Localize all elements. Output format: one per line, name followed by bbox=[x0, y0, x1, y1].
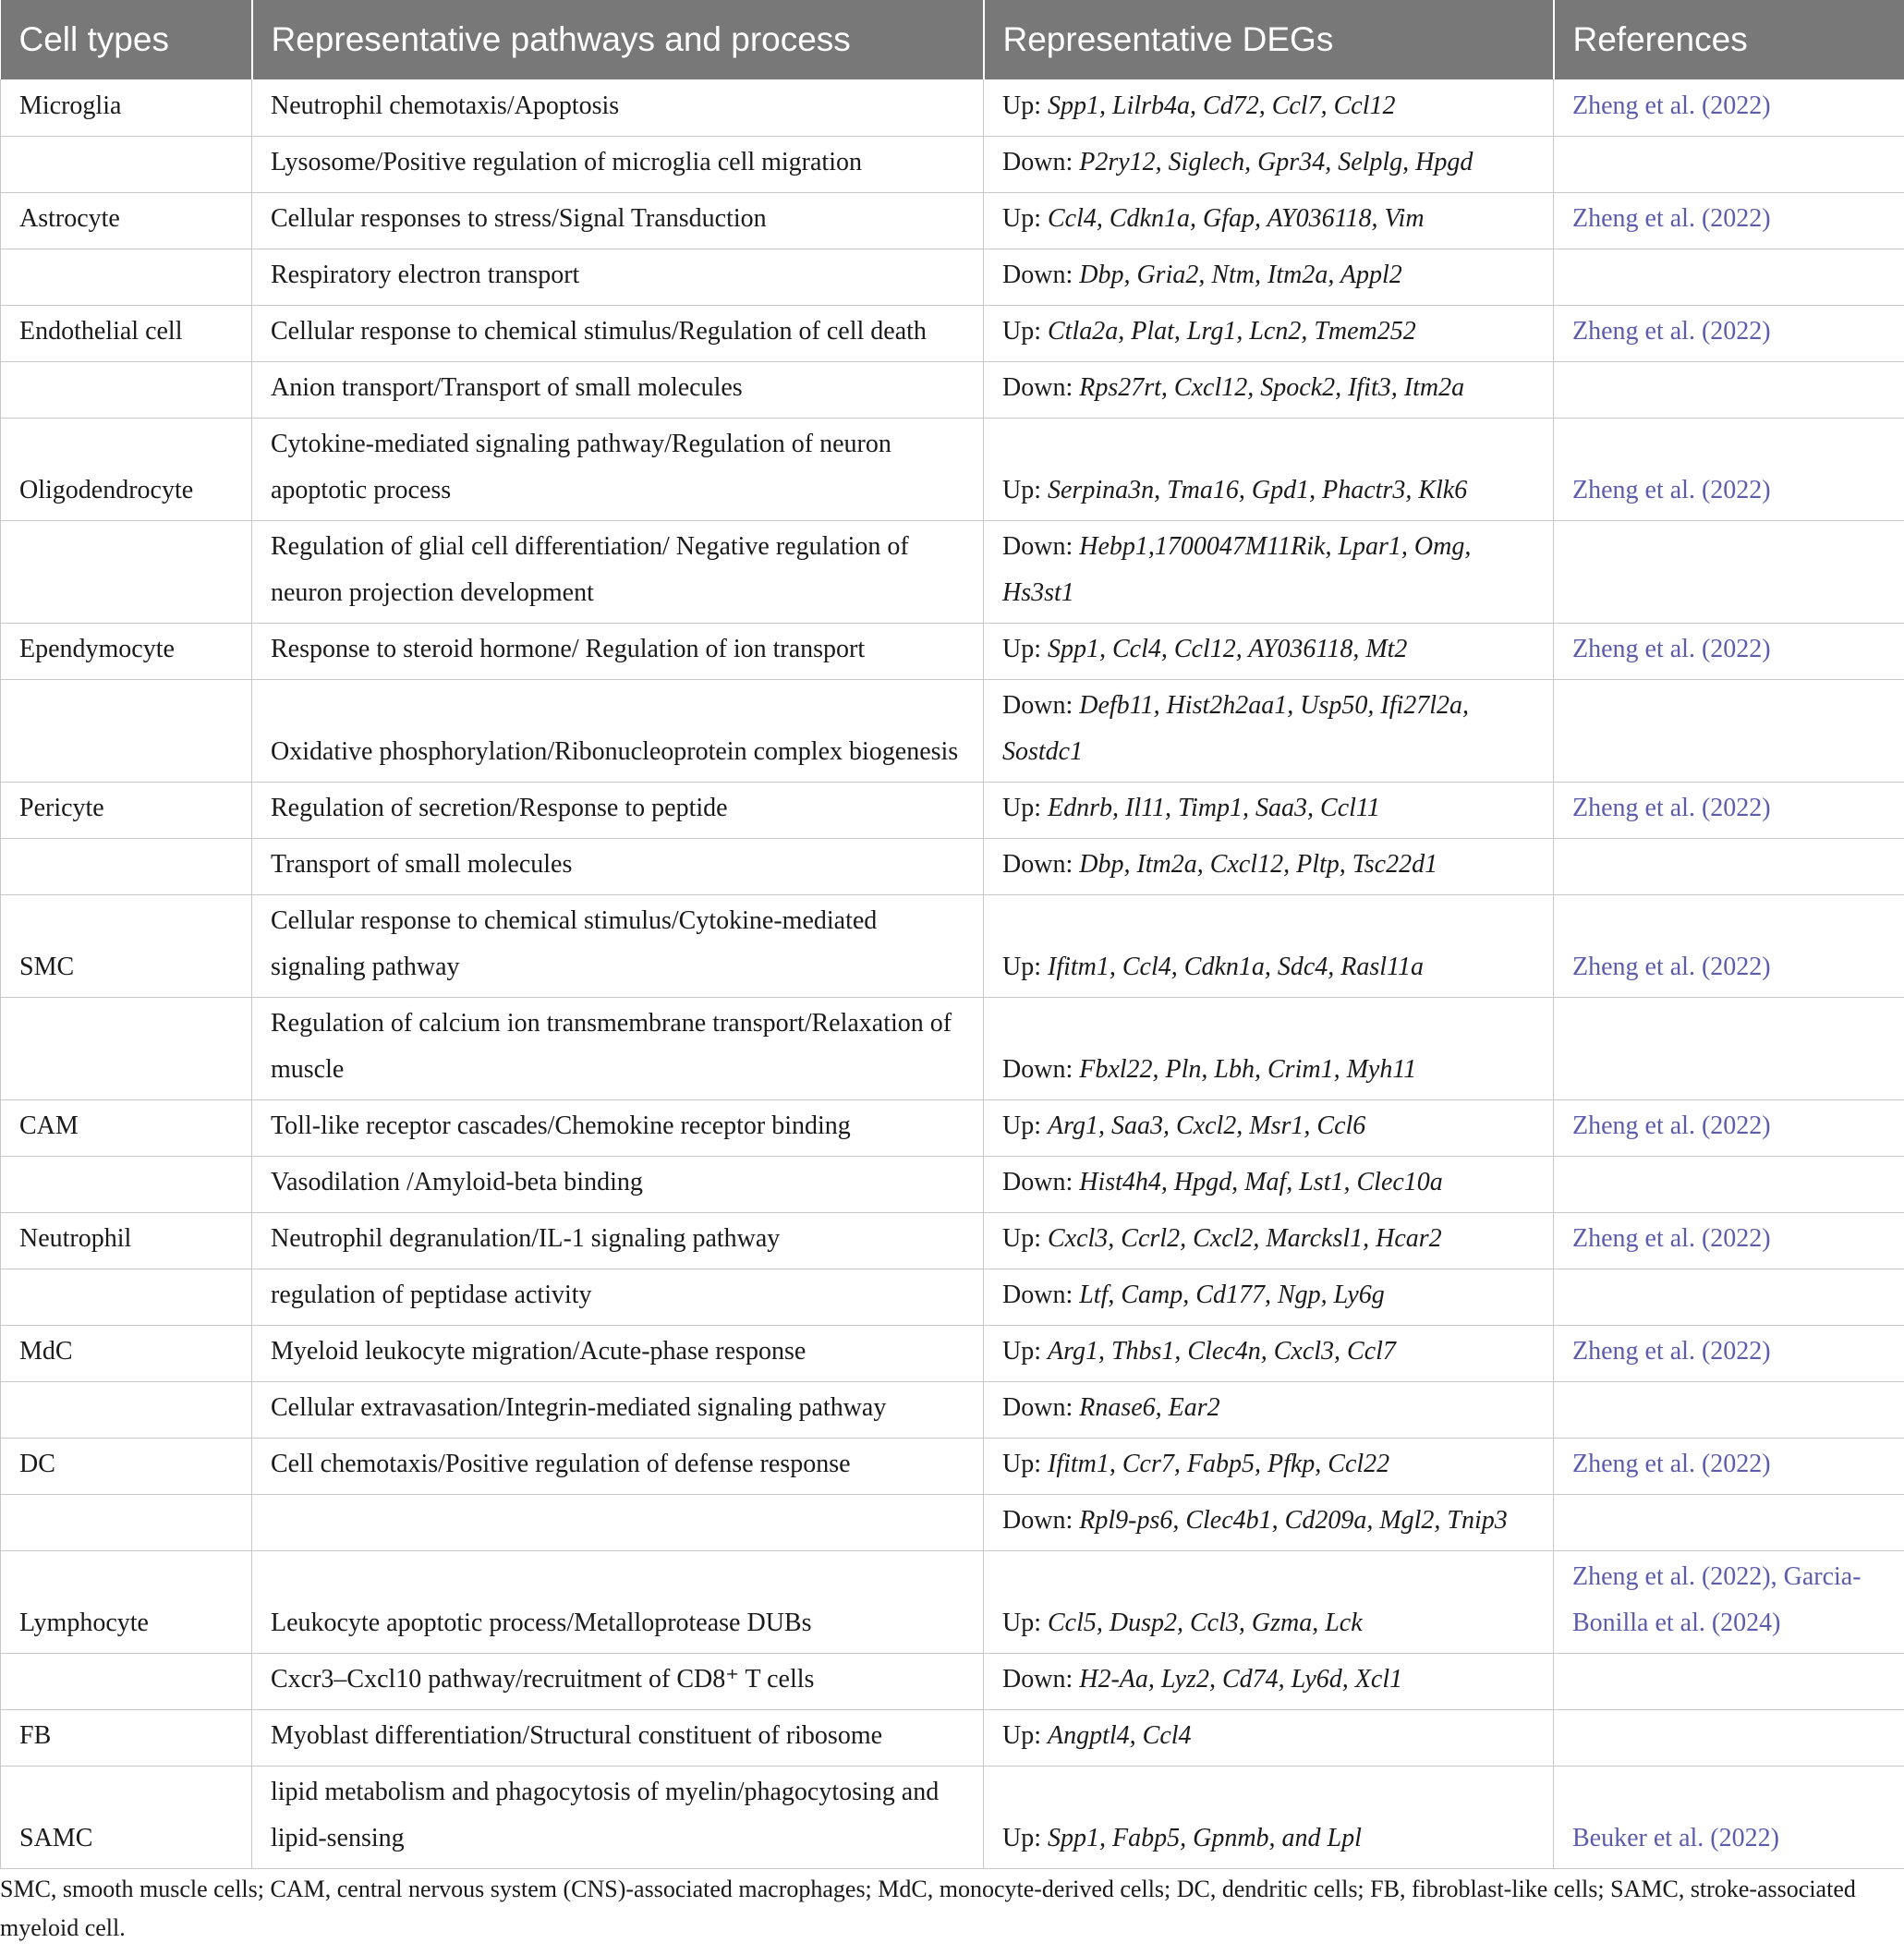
degs bbox=[984, 1099, 1554, 1156]
cell-type: Ependymocyte bbox=[1, 623, 252, 679]
deg-direction: Up: bbox=[1002, 1823, 1048, 1852]
cell-type: FB bbox=[1, 1709, 252, 1766]
table-row bbox=[1, 249, 1904, 305]
reference-link bbox=[1554, 1156, 1904, 1212]
cell-type bbox=[1, 1381, 252, 1438]
deg-genes: Arg1, Thbs1, Clec4n, Cxcl3, Ccl7 bbox=[1048, 1336, 1396, 1366]
degs bbox=[984, 1550, 1554, 1653]
table-row bbox=[1, 418, 1904, 520]
deg-genes: Rpl9-ps6, Clec4b1, Cd209a, Mgl2, Tnip3 bbox=[1079, 1505, 1508, 1535]
deg-direction: Up: bbox=[1002, 1111, 1048, 1140]
table-row bbox=[1, 361, 1904, 418]
degs bbox=[984, 782, 1554, 838]
pathway: Cxcr3–Cxcl10 pathway/recruitment of CD8⁺ T cells bbox=[252, 1653, 984, 1709]
table-row bbox=[1, 679, 1904, 782]
table-row bbox=[1, 1709, 1904, 1766]
pathway: Cellular response to chemical stimulus/Regulation of cell death bbox=[252, 305, 984, 361]
reference-link bbox=[1554, 361, 1904, 418]
deg-genes: Hist4h4, Hpgd, Maf, Lst1, Clec10a bbox=[1079, 1167, 1443, 1196]
pathway: Cellular response to chemical stimulus/Cytokine-mediated signaling pathway bbox=[252, 894, 984, 997]
deg-direction: Up: bbox=[1002, 1449, 1048, 1478]
deg-genes: Defb11, Hist2h2aa1, Usp50, Ifi27l2a, Sostdc1 bbox=[1002, 690, 1470, 766]
reference-link[interactable]: Zheng et al. (2022) bbox=[1554, 623, 1904, 679]
cell-type: SAMC bbox=[1, 1766, 252, 1868]
pathway: Leukocyte apoptotic process/Metalloprotease DUBs bbox=[252, 1550, 984, 1653]
reference-link bbox=[1554, 249, 1904, 305]
cell-type bbox=[1, 361, 252, 418]
deg-genes: Spp1, Fabp5, Gpnmb, and Lpl bbox=[1048, 1823, 1362, 1852]
table-row bbox=[1, 1269, 1904, 1325]
degs bbox=[984, 305, 1554, 361]
degs bbox=[984, 136, 1554, 192]
deg-genes: Spp1, Ccl4, Ccl12, AY036118, Mt2 bbox=[1048, 634, 1408, 663]
degs bbox=[984, 192, 1554, 249]
reference-link[interactable]: Zheng et al. (2022) bbox=[1554, 1438, 1904, 1494]
pathway: regulation of peptidase activity bbox=[252, 1269, 984, 1325]
deg-direction: Up: bbox=[1002, 1336, 1048, 1366]
pathway: Regulation of calcium ion transmembrane transport/Relaxation of muscle bbox=[252, 997, 984, 1099]
pathway: Regulation of glial cell differentiation/ Negative regulation of neuron projection development bbox=[252, 520, 984, 623]
deg-genes: H2-Aa, Lyz2, Cd74, Ly6d, Xcl1 bbox=[1079, 1664, 1403, 1694]
cell-type: Neutrophil bbox=[1, 1212, 252, 1269]
reference-link bbox=[1554, 997, 1904, 1099]
cell-type bbox=[1, 136, 252, 192]
degs bbox=[984, 1494, 1554, 1550]
table-body bbox=[1, 79, 1904, 1868]
reference-link bbox=[1554, 838, 1904, 894]
deg-genes: Dbp, Itm2a, Cxcl12, Pltp, Tsc22d1 bbox=[1079, 849, 1438, 879]
cell-type: MdC bbox=[1, 1325, 252, 1381]
table-row bbox=[1, 782, 1904, 838]
deg-direction: Up: bbox=[1002, 475, 1048, 504]
table-row bbox=[1, 1550, 1904, 1653]
deg-direction: Up: bbox=[1002, 203, 1048, 233]
table-row bbox=[1, 79, 1904, 136]
degs bbox=[984, 520, 1554, 623]
reference-link bbox=[1554, 136, 1904, 192]
deg-direction: Down: bbox=[1002, 260, 1080, 289]
degs bbox=[984, 623, 1554, 679]
pathway: Vasodilation /Amyloid-beta binding bbox=[252, 1156, 984, 1212]
reference-link[interactable]: Zheng et al. (2022) bbox=[1554, 894, 1904, 997]
degs bbox=[984, 1212, 1554, 1269]
reference-link bbox=[1554, 520, 1904, 623]
degs bbox=[984, 1653, 1554, 1709]
cell-type bbox=[1, 1653, 252, 1709]
deg-genes: Ifitm1, Ccl4, Cdkn1a, Sdc4, Rasl11a bbox=[1048, 952, 1424, 981]
deg-genes: Serpina3n, Tma16, Gpd1, Phactr3, Klk6 bbox=[1048, 475, 1468, 504]
pathway: Anion transport/Transport of small molecules bbox=[252, 361, 984, 418]
table-row bbox=[1, 305, 1904, 361]
header-degs: Representative DEGs bbox=[984, 0, 1554, 79]
table-row bbox=[1, 1156, 1904, 1212]
deg-direction: Up: bbox=[1002, 1608, 1048, 1637]
deg-genes: Dbp, Gria2, Ntm, Itm2a, Appl2 bbox=[1079, 260, 1402, 289]
degs bbox=[984, 1766, 1554, 1868]
deg-genes: Ednrb, Il11, Timp1, Saa3, Ccl11 bbox=[1048, 793, 1380, 822]
reference-link[interactable]: Beuker et al. (2022) bbox=[1554, 1766, 1904, 1868]
cell-type bbox=[1, 1269, 252, 1325]
deg-direction: Down: bbox=[1002, 1167, 1080, 1196]
deg-genes: Arg1, Saa3, Cxcl2, Msr1, Ccl6 bbox=[1048, 1111, 1366, 1140]
reference-link bbox=[1554, 1494, 1904, 1550]
degs bbox=[984, 79, 1554, 136]
pathway: Myeloid leukocyte migration/Acute-phase response bbox=[252, 1325, 984, 1381]
cell-type: Microglia bbox=[1, 79, 252, 136]
deg-direction: Down: bbox=[1002, 849, 1080, 879]
deg-direction: Up: bbox=[1002, 634, 1048, 663]
deg-direction: Up: bbox=[1002, 793, 1048, 822]
degs bbox=[984, 997, 1554, 1099]
reference-link[interactable]: Zheng et al. (2022) bbox=[1554, 418, 1904, 520]
cell-type: Endothelial cell bbox=[1, 305, 252, 361]
pathway: Regulation of secretion/Response to peptide bbox=[252, 782, 984, 838]
cell-type: Astrocyte bbox=[1, 192, 252, 249]
table-row bbox=[1, 1099, 1904, 1156]
deg-direction: Up: bbox=[1002, 1223, 1048, 1253]
table-row bbox=[1, 1766, 1904, 1868]
deg-genes: Ifitm1, Ccr7, Fabp5, Pfkp, Ccl22 bbox=[1048, 1449, 1390, 1478]
pathway: Cellular responses to stress/Signal Transduction bbox=[252, 192, 984, 249]
cell-type bbox=[1, 1156, 252, 1212]
deg-direction: Down: bbox=[1002, 1505, 1080, 1535]
reference-link bbox=[1554, 1269, 1904, 1325]
reference-link bbox=[1554, 1653, 1904, 1709]
deg-direction: Up: bbox=[1002, 952, 1048, 981]
table-row bbox=[1, 1381, 1904, 1438]
reference-link bbox=[1554, 1709, 1904, 1766]
reference-link bbox=[1554, 679, 1904, 782]
table-row bbox=[1, 997, 1904, 1099]
pathway: Lysosome/Positive regulation of microglia cell migration bbox=[252, 136, 984, 192]
degs bbox=[984, 679, 1554, 782]
deg-direction: Up: bbox=[1002, 316, 1048, 346]
degs bbox=[984, 249, 1554, 305]
pathway: Oxidative phosphorylation/Ribonucleoprotein complex biogenesis bbox=[252, 679, 984, 782]
header-pathways: Representative pathways and process bbox=[252, 0, 984, 79]
table-row bbox=[1, 1653, 1904, 1709]
deg-genes: Ltf, Camp, Cd177, Ngp, Ly6g bbox=[1079, 1280, 1385, 1309]
deg-genes: Ccl4, Cdkn1a, Gfap, AY036118, Vim bbox=[1048, 203, 1425, 233]
deg-direction: Down: bbox=[1002, 690, 1080, 720]
table-row bbox=[1, 1494, 1904, 1550]
pathway: Cell chemotaxis/Positive regulation of defense response bbox=[252, 1438, 984, 1494]
cell-type bbox=[1, 838, 252, 894]
header-references: References bbox=[1554, 0, 1904, 79]
table-row bbox=[1, 136, 1904, 192]
pathway: Toll-like receptor cascades/Chemokine receptor binding bbox=[252, 1099, 984, 1156]
deg-genes: Rps27rt, Cxcl12, Spock2, Ifit3, Itm2a bbox=[1079, 372, 1465, 402]
table-header bbox=[1, 0, 1904, 79]
deg-genes: Fbxl22, Pln, Lbh, Crim1, Myh11 bbox=[1079, 1054, 1417, 1084]
pathway: Response to steroid hormone/ Regulation of ion transport bbox=[252, 623, 984, 679]
deg-direction: Down: bbox=[1002, 531, 1080, 561]
degs bbox=[984, 418, 1554, 520]
table-row bbox=[1, 520, 1904, 623]
cell-type bbox=[1, 997, 252, 1099]
deg-direction: Down: bbox=[1002, 372, 1080, 402]
deg-genes: Rnase6, Ear2 bbox=[1079, 1392, 1220, 1422]
degs bbox=[984, 894, 1554, 997]
degs bbox=[984, 1709, 1554, 1766]
degs bbox=[984, 361, 1554, 418]
reference-link[interactable]: Zheng et al. (2022), Garcia-Bonilla et al. (2024) bbox=[1554, 1550, 1904, 1653]
degs bbox=[984, 1156, 1554, 1212]
pathway: Cellular extravasation/Integrin-mediated signaling pathway bbox=[252, 1381, 984, 1438]
cell-type bbox=[1, 1494, 252, 1550]
table-row bbox=[1, 1438, 1904, 1494]
reference-link[interactable]: Zheng et al. (2022) bbox=[1554, 79, 1904, 136]
deg-direction: Down: bbox=[1002, 1054, 1080, 1084]
cell-type: SMC bbox=[1, 894, 252, 997]
cell-type: Pericyte bbox=[1, 782, 252, 838]
degs bbox=[984, 1269, 1554, 1325]
reference-link[interactable]: Zheng et al. (2022) bbox=[1554, 1099, 1904, 1156]
reference-link[interactable]: Zheng et al. (2022) bbox=[1554, 1212, 1904, 1269]
pathway bbox=[252, 1494, 984, 1550]
table-row bbox=[1, 1212, 1904, 1269]
pathway: Cytokine-mediated signaling pathway/Regulation of neuron apoptotic process bbox=[252, 418, 984, 520]
deg-direction: Up: bbox=[1002, 91, 1048, 120]
deg-genes: Spp1, Lilrb4a, Cd72, Ccl7, Ccl12 bbox=[1048, 91, 1396, 120]
degs bbox=[984, 1381, 1554, 1438]
cell-type: Lymphocyte bbox=[1, 1550, 252, 1653]
degs bbox=[984, 1438, 1554, 1494]
reference-link[interactable]: Zheng et al. (2022) bbox=[1554, 192, 1904, 249]
deg-genes: Angptl4, Ccl4 bbox=[1048, 1720, 1192, 1750]
cell-type bbox=[1, 249, 252, 305]
deg-direction: Down: bbox=[1002, 1280, 1080, 1309]
deg-direction: Down: bbox=[1002, 147, 1080, 176]
pathway: Transport of small molecules bbox=[252, 838, 984, 894]
table-row bbox=[1, 192, 1904, 249]
cell-type: Oligodendrocyte bbox=[1, 418, 252, 520]
reference-link[interactable]: Zheng et al. (2022) bbox=[1554, 305, 1904, 361]
pathway: lipid metabolism and phagocytosis of myelin/phagocytosing and lipid-sensing bbox=[252, 1766, 984, 1868]
degs bbox=[984, 838, 1554, 894]
deg-genes: Ctla2a, Plat, Lrg1, Lcn2, Tmem252 bbox=[1048, 316, 1416, 346]
table-footnote: SMC, smooth muscle cells; CAM, central nervous system (CNS)-associated macrophages; MdC, monocyte-derived cells; DC, dendritic cells; FB, fibroblast-like cells; SAMC, stroke-associated myeloid cell. bbox=[0, 1876, 1856, 1941]
cell-type: DC bbox=[1, 1438, 252, 1494]
cell-type bbox=[1, 520, 252, 623]
deg-genes: Cxcl3, Ccrl2, Cxcl2, Marcksl1, Hcar2 bbox=[1048, 1223, 1442, 1253]
table-row bbox=[1, 623, 1904, 679]
deg-genes: Ccl5, Dusp2, Ccl3, Gzma, Lck bbox=[1048, 1608, 1363, 1637]
deg-genes: Hebp1,1700047M11Rik, Lpar1, Omg, Hs3st1 bbox=[1002, 531, 1472, 607]
table-row bbox=[1, 838, 1904, 894]
deg-direction: Up: bbox=[1002, 1720, 1048, 1750]
pathway: Myoblast differentiation/Structural constituent of ribosome bbox=[252, 1709, 984, 1766]
pathway: Respiratory electron transport bbox=[252, 249, 984, 305]
reference-link[interactable]: Zheng et al. (2022) bbox=[1554, 782, 1904, 838]
table-row bbox=[1, 1325, 1904, 1381]
pathway: Neutrophil chemotaxis/Apoptosis bbox=[252, 79, 984, 136]
reference-link[interactable]: Zheng et al. (2022) bbox=[1554, 1325, 1904, 1381]
reference-link bbox=[1554, 1381, 1904, 1438]
deg-genes: P2ry12, Siglech, Gpr34, Selplg, Hpgd bbox=[1079, 147, 1473, 176]
pathway: Neutrophil degranulation/IL-1 signaling pathway bbox=[252, 1212, 984, 1269]
cell-type bbox=[1, 679, 252, 782]
degs bbox=[984, 1325, 1554, 1381]
deg-direction: Down: bbox=[1002, 1392, 1080, 1422]
table-row bbox=[1, 894, 1904, 997]
cell-type: CAM bbox=[1, 1099, 252, 1156]
deg-direction: Down: bbox=[1002, 1664, 1080, 1694]
header-cell-types: Cell types bbox=[1, 0, 252, 79]
